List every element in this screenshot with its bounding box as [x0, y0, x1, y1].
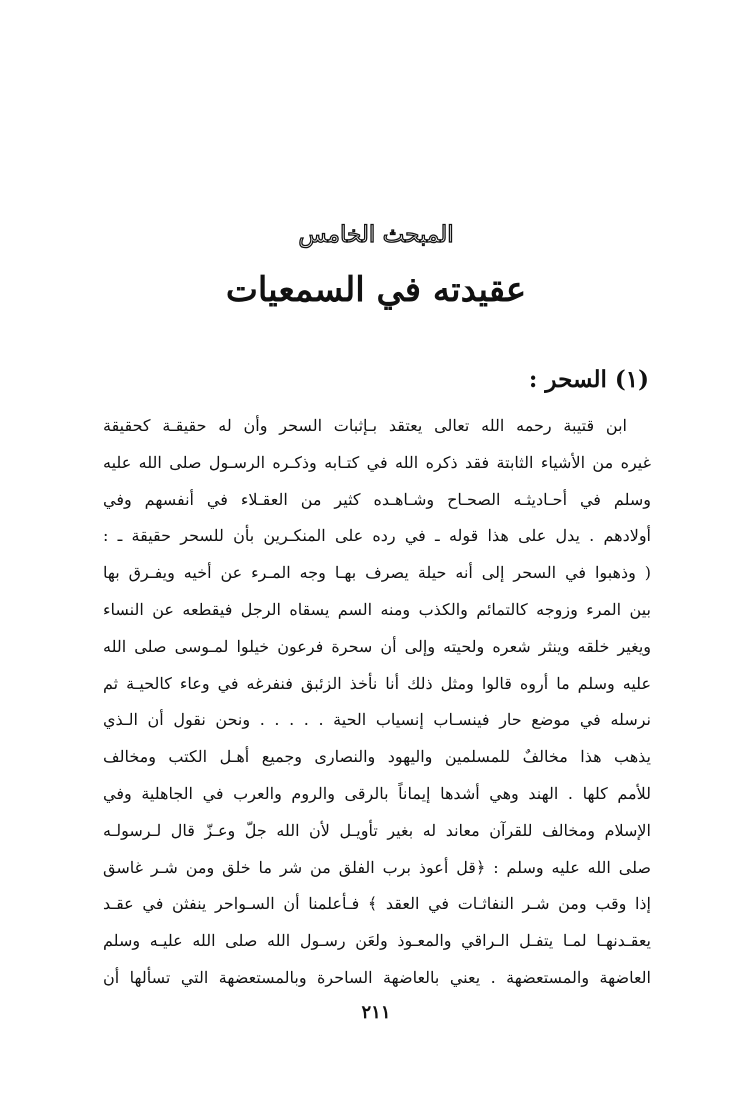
text-line: أولادهم . يدل على هذا قوله ـ في رده على المنكـرين بأن للسحر حقيقة ـ :	[103, 526, 651, 546]
text-line: عليه وسلم ما أروه قالوا ومثل ذلك أنا نأخذ الزئبق فنفرغه في وعاء كالحيـة ثم	[103, 673, 651, 693]
chapter-label: المبحث الخامس	[298, 222, 454, 248]
text-line: ابن قتيبة رحمه الله تعالى يعتقد بـإثبات السحر وأن له حقيقـة كحقيقة	[103, 416, 627, 435]
text-line: الإسلام ومخالف للقرآن معاند له بغير تأويـل لأن الله جلّ وعـزّ قال لـرسولـه	[103, 820, 651, 840]
text-line: نرسله في موضع حار فينسـاب إنسياب الحية . . . . . ونحن نقول أن الـذي	[103, 710, 651, 730]
chapter-title: عقيدته في السمعيات	[225, 270, 527, 310]
text-line: غيره من الأشياء الثابتة فقد ذكره الله في كتـابه وذكـره الرسـول صلى الله عليه	[103, 452, 651, 472]
section-heading: (١) السحر :	[528, 366, 649, 393]
text-line: ( وذهبوا في السحر إلى أنه حيلة يصرف بهـا وجه المـرء عن أخيه ويفـرق بها	[103, 563, 651, 583]
page-number: ٢١١	[361, 1002, 391, 1023]
text-line: ويغير خلقه وينثر شعره ولحيته وإلى أن سحرة فرعون خيلوا لمـوسى صلى الله	[103, 636, 651, 656]
text-line: إذا وقب ومن شـر النفاثـات في العقد ﴾ فـأعلمنا أن السـواحر ينفثن في عقـد	[103, 894, 651, 914]
text-line: العاضهة والمستعضهة . يعني بالعاضهة الساحرة وبالمستعضهة التي تسألها أن	[103, 967, 651, 987]
text-line: يذهب هذا مخالفٌ للمسلمين واليهود والنصارى وجميع أهـل الكتب ومخالف	[103, 747, 651, 767]
text-line: بين المرء وزوجه كالتمائم والكذب ومنه السم يسقاه الرجل فيقطعه عن النساء	[103, 599, 651, 619]
text-line: صلى الله عليه وسلم : ﴿قل أعوذ برب الفلق من شر ما خلق ومن شـر غاسق	[103, 857, 651, 877]
text-line: يعقـدنهـا لمـا يتفـل الـراقي والمعـوذ ولعَن رسـول الله صلى الله عليـه وسلم	[103, 931, 651, 951]
text-line: للأمم كلها . الهند وهي أشدها إيماناً بالرقى والروم والعرب في الجاهلية وفي	[103, 783, 651, 803]
text-line: وسلم في أحـاديثـه الصحـاح وشـاهـده كثير من العقـلاء في أنفسهم وفي	[103, 489, 651, 509]
body-text	[103, 408, 651, 997]
